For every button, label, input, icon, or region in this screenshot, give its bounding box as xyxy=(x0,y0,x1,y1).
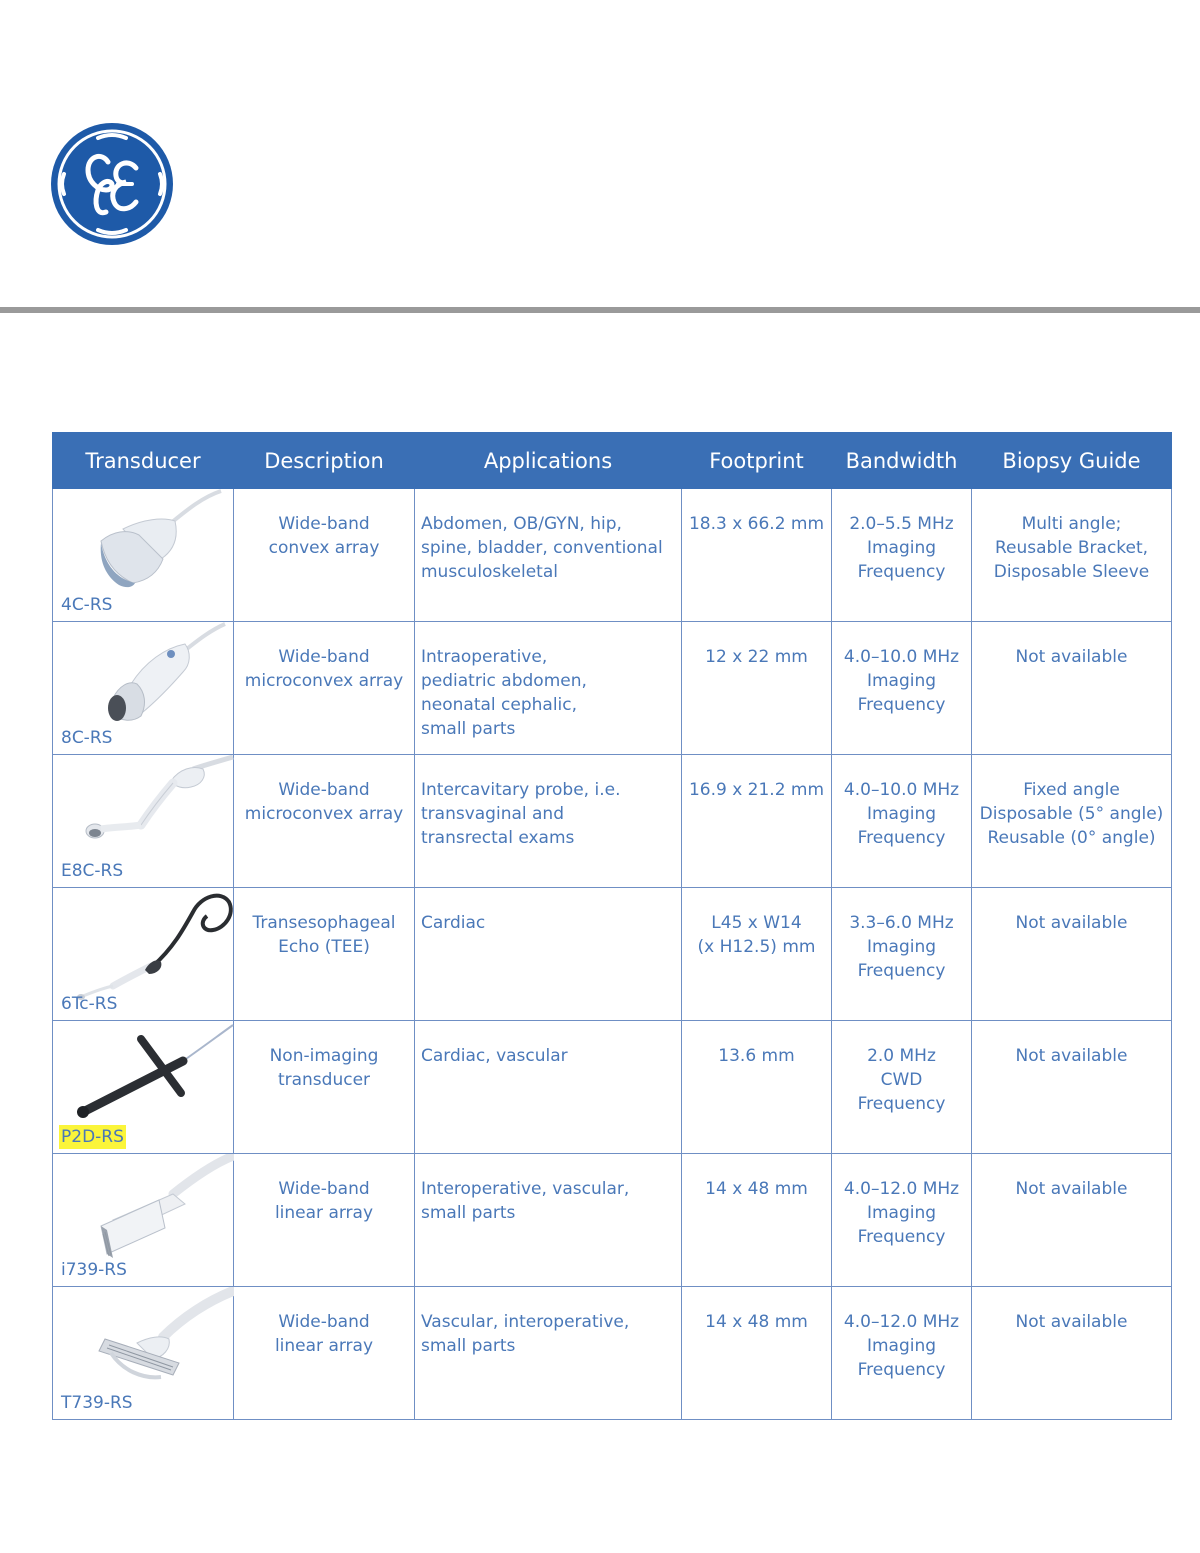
biopsy-cell: Fixed angle Disposable (5° angle) Reusable (0° angle) xyxy=(972,755,1172,888)
model-label-highlighted: P2D-RS xyxy=(61,1127,124,1147)
header-transducer: Transducer xyxy=(53,433,234,489)
model-label: 4C-RS xyxy=(61,595,113,615)
description-cell: Wide-band microconvex array xyxy=(234,755,415,888)
bandwidth-cell: 4.0–10.0 MHz Imaging Frequency xyxy=(832,755,972,888)
table-row xyxy=(53,888,1172,1021)
header-biopsy-guide: Biopsy Guide xyxy=(972,433,1172,489)
transducer-cell xyxy=(53,1021,234,1154)
biopsy-cell: Not available xyxy=(972,888,1172,1021)
model-label: T739-RS xyxy=(61,1393,133,1413)
transducer-cell xyxy=(53,1154,234,1287)
footprint-cell: 18.3 x 66.2 mm xyxy=(682,489,832,622)
header-footprint: Footprint xyxy=(682,433,832,489)
model-label: E8C-RS xyxy=(61,861,124,881)
table-header-row xyxy=(53,433,1172,489)
applications-cell: Abdomen, OB/GYN, hip, spine, bladder, conventional musculoskeletal xyxy=(415,489,682,622)
transducer-cell xyxy=(53,888,234,1021)
table-row xyxy=(53,489,1172,622)
header-applications: Applications xyxy=(415,433,682,489)
description-cell: Non-imaging transducer xyxy=(234,1021,415,1154)
description-cell: Wide-band linear array xyxy=(234,1154,415,1287)
model-label: 6Tc-RS xyxy=(61,994,118,1014)
transducer-cell xyxy=(53,1287,234,1420)
bandwidth-cell: 2.0 MHz CWD Frequency xyxy=(832,1021,972,1154)
footprint-cell: 14 x 48 mm xyxy=(682,1154,832,1287)
biopsy-cell: Not available xyxy=(972,1154,1172,1287)
description-cell: Transesophageal Echo (TEE) xyxy=(234,888,415,1021)
transducer-table xyxy=(52,432,1172,1420)
description-cell: Wide-band convex array xyxy=(234,489,415,622)
bandwidth-cell: 4.0–12.0 MHz Imaging Frequency xyxy=(832,1154,972,1287)
applications-cell: Intraoperative, pediatric abdomen, neonatal cephalic, small parts xyxy=(415,622,682,755)
footprint-cell: 16.9 x 21.2 mm xyxy=(682,755,832,888)
applications-cell: Vascular, interoperative, small parts xyxy=(415,1287,682,1420)
model-label: i739-RS xyxy=(61,1260,127,1280)
header-divider xyxy=(0,307,1200,313)
applications-cell: Cardiac xyxy=(415,888,682,1021)
table-row xyxy=(53,1154,1172,1287)
footprint-cell: 14 x 48 mm xyxy=(682,1287,832,1420)
biopsy-cell: Not available xyxy=(972,622,1172,755)
transducer-cell xyxy=(53,755,234,888)
biopsy-cell: Not available xyxy=(972,1021,1172,1154)
transducer-cell xyxy=(53,489,234,622)
table-row xyxy=(53,1287,1172,1420)
bandwidth-cell: 2.0–5.5 MHz Imaging Frequency xyxy=(832,489,972,622)
applications-cell: Cardiac, vascular xyxy=(415,1021,682,1154)
header-bandwidth: Bandwidth xyxy=(832,433,972,489)
footprint-cell: L45 x W14 (x H12.5) mm xyxy=(682,888,832,1021)
applications-cell: Interoperative, vascular, small parts xyxy=(415,1154,682,1287)
table-row xyxy=(53,622,1172,755)
description-cell: Wide-band linear array xyxy=(234,1287,415,1420)
biopsy-cell: Multi angle; Reusable Bracket, Disposable Sleeve xyxy=(972,489,1172,622)
table-row xyxy=(53,1021,1172,1154)
ge-logo-icon xyxy=(50,122,174,246)
footprint-cell: 13.6 mm xyxy=(682,1021,832,1154)
bandwidth-cell: 3.3–6.0 MHz Imaging Frequency xyxy=(832,888,972,1021)
bandwidth-cell: 4.0–12.0 MHz Imaging Frequency xyxy=(832,1287,972,1420)
bandwidth-cell: 4.0–10.0 MHz Imaging Frequency xyxy=(832,622,972,755)
transducer-cell xyxy=(53,622,234,755)
biopsy-cell: Not available xyxy=(972,1287,1172,1420)
footprint-cell: 12 x 22 mm xyxy=(682,622,832,755)
table-row xyxy=(53,755,1172,888)
model-label: 8C-RS xyxy=(61,728,113,748)
description-cell: Wide-band microconvex array xyxy=(234,622,415,755)
header-description: Description xyxy=(234,433,415,489)
applications-cell: Intercavitary probe, i.e. transvaginal and transrectal exams xyxy=(415,755,682,888)
